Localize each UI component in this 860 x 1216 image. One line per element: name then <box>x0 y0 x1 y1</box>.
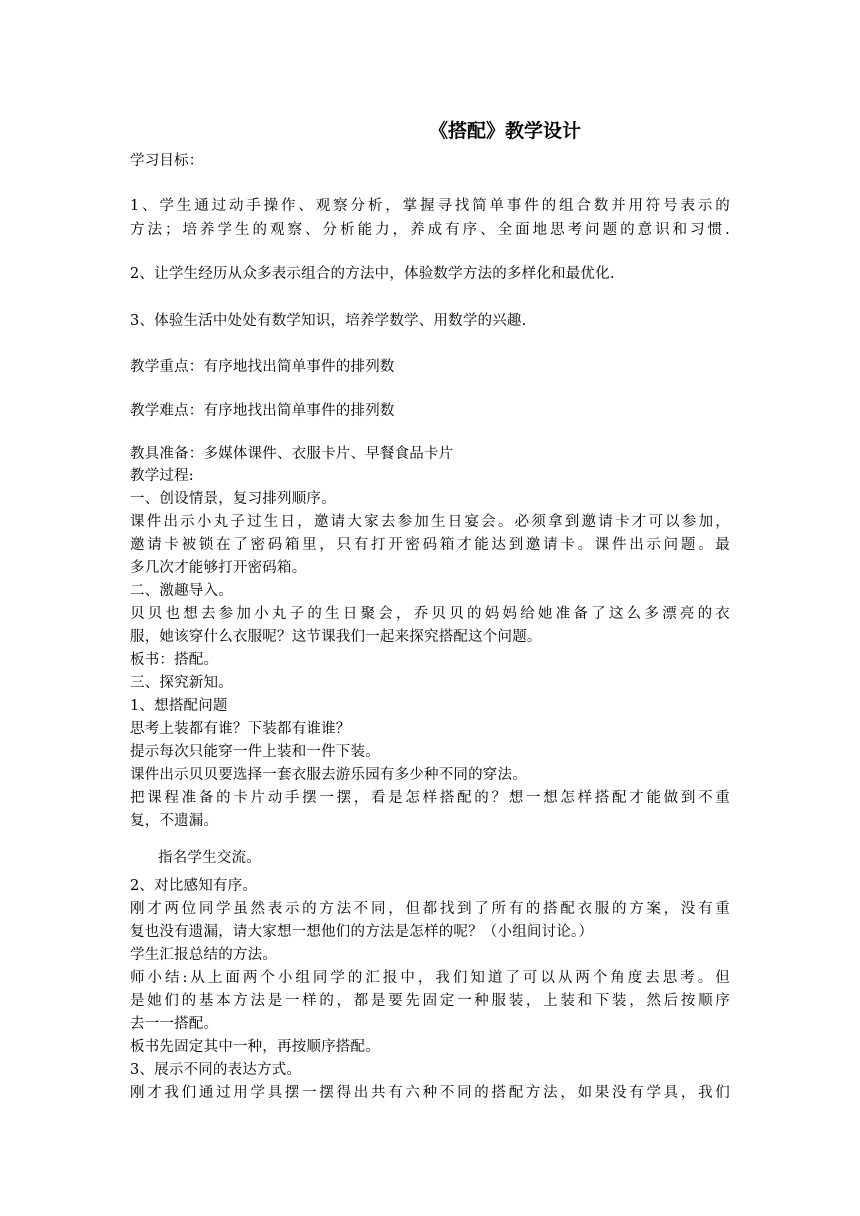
section-heading: 三、探究新知。 <box>130 675 233 691</box>
paragraph-line: 师小结:从上面两个小组同学的汇报中，我们知道了可以从两个角度去思考。但 <box>130 970 730 986</box>
section-heading: 二、激趣导入。 <box>130 583 233 599</box>
paragraph-line: 课件出示小丸子过生日，邀请大家去参加生日宴会。必须拿到邀请卡才可以参加， <box>130 514 730 530</box>
paragraph-line: 刚才两位同学虽然表示的方法不同，但都找到了所有的搭配衣服的方案，没有重 <box>130 901 730 917</box>
objectives-heading: 学习目标： <box>130 153 204 169</box>
paragraph-line: 刚才我们通过用学具摆一摆得出共有六种不同的搭配方法，如果没有学具，我们 <box>130 1085 730 1101</box>
paragraph-line: 3、体验生活中处处有数学知识，培养学数学、用数学的兴趣. <box>130 313 527 329</box>
paragraph-line: 2、让学生经历从众多表示组合的方法中，体验数学方法的多样化和最优化. <box>130 266 615 282</box>
subsection-heading: 1、想搭配问题 <box>130 698 228 714</box>
subsection-heading: 3、展示不同的表达方式。 <box>130 1062 302 1078</box>
process-heading: 教学过程: <box>130 468 194 484</box>
paragraph-line: 邀请卡被锁在了密码箱里，只有打开密码箱才能达到邀请卡。课件出示问题。最 <box>130 537 730 553</box>
paragraph-line: 复也没有遗漏，请大家想一想他们的方法是怎样的呢？（小组间讨论。） <box>130 924 594 940</box>
paragraph-line: 复，不遗漏。 <box>130 813 219 829</box>
paragraph-line: 去一一搭配。 <box>130 1016 219 1032</box>
paragraph-line: 是她们的基本方法是一样的，都是要先固定一种服装，上装和下装，然后按顺序 <box>130 993 730 1009</box>
paragraph-line: 服，她该穿什么衣服呢？这节课我们一起来探究搭配这个问题。 <box>130 629 542 645</box>
difficulty-line: 教学难点：有序地找出简单事件的排列数 <box>130 403 395 419</box>
paragraph-line: 板书：搭配。 <box>130 652 219 668</box>
paragraph-line: 多几次才能够打开密码箱。 <box>130 560 307 576</box>
document-title: 《搭配》教学设计 <box>428 120 581 142</box>
paragraph-line: 板书先固定其中一种，再按顺序搭配。 <box>130 1039 380 1055</box>
subsection-heading: 2、对比感知有序。 <box>130 878 258 894</box>
paragraph-line: 贝贝也想去参加小丸子的生日聚会，乔贝贝的妈妈给她准备了这么多漂亮的衣 <box>130 606 730 622</box>
paragraph-line: 学生汇报总结的方法。 <box>130 947 277 963</box>
paragraph-line: 1、学生通过动手操作、观察分析，掌握寻找简单事件的组合数并用符号表示的 <box>130 198 730 214</box>
materials-line: 教具准备：多媒体课件、衣服卡片、早餐食品卡片 <box>130 446 454 462</box>
paragraph-line: 课件出示贝贝要选择一套衣服去游乐园有多少种不同的穿法。 <box>130 767 527 783</box>
paragraph-line: 思考上装都有谁？下装都有谁谁？ <box>130 721 351 737</box>
paragraph-line: 提示每次只能穿一件上装和一件下装。 <box>130 744 380 760</box>
paragraph-line: 指名学生交流。 <box>158 850 261 866</box>
paragraph-line: 把课程准备的卡片动手摆一摆，看是怎样搭配的？想一想怎样搭配才能做到不重 <box>130 790 730 806</box>
section-heading: 一、创设情景，复习排列顺序。 <box>130 491 336 507</box>
key-point-line: 教学重点：有序地找出简单事件的排列数 <box>130 359 395 375</box>
paragraph-line: 方法；培养学生的观察、分析能力，养成有序、全面地思考问题的意识和习惯. <box>130 222 730 238</box>
